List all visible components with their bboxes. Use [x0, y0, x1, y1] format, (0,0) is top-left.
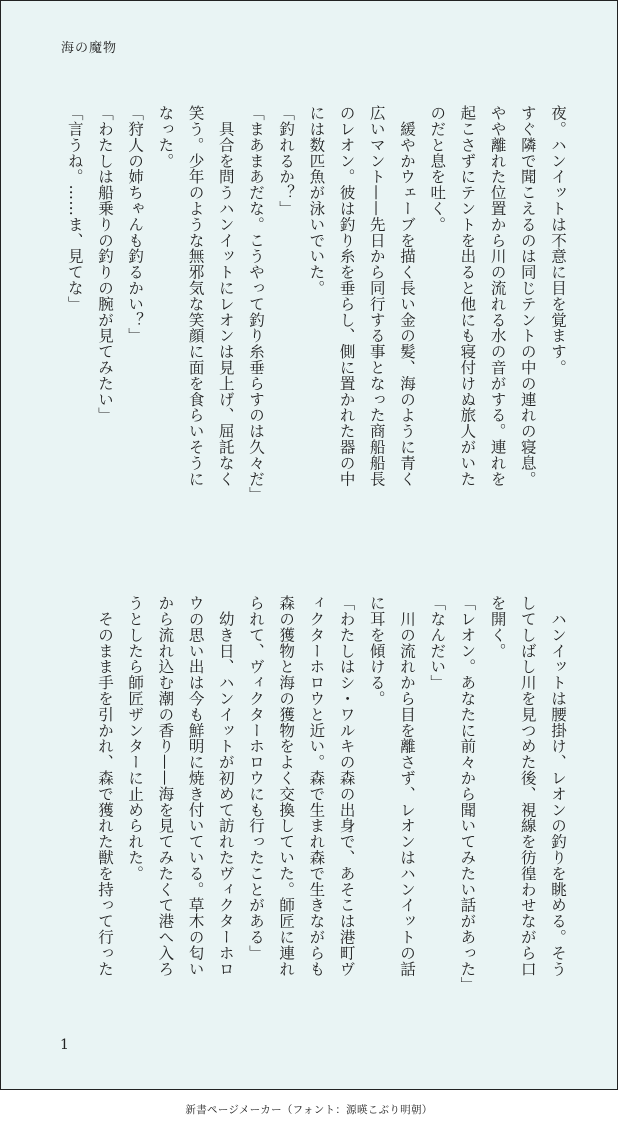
text-line: すぐ隣で聞こえるのは同じテントの中の連れの寝息。 — [518, 105, 537, 487]
text-line: のだと息を吐く。 — [428, 105, 447, 233]
text-line: のレオン。彼は釣り糸を垂らし、側に置かれた器の中 — [337, 105, 356, 487]
text-line: ウの思い出は今も鮮明に焼き付いている。草木の匂い — [186, 595, 205, 977]
text-line: 広いマント——先日から同行する事となった商船船長 — [367, 105, 386, 487]
text-line: 笑う。少年のような無邪気な笑顔に面を食らいそうに — [186, 105, 205, 487]
text-line: ハンイットは腰掛け、レオンの釣りを眺める。そう — [549, 595, 567, 977]
text-line: やや離れた位置から川の流れる水の音がする。連れを — [488, 105, 507, 487]
text-line: から流れ込む潮の香り——海を見てみたくて港へ入ろ — [156, 595, 175, 977]
text-line: 幼き日、ハンイットが初めて訪れたヴィクターホロ — [216, 595, 235, 977]
text-line: 森の獲物と海の獲物をよく交換していた。師匠に連れ — [277, 595, 296, 977]
text-line: 具合を問うハンイットにレオンは見上げ、屈託なく — [216, 105, 235, 487]
text-line: そのまま手を引かれ、森で獲れた獣を持って行った — [95, 595, 114, 977]
page-title: 海の魔物 — [61, 41, 118, 56]
text-line: られて、ヴィクターホロウにも行ったことがある」 — [246, 595, 265, 961]
text-line: 「狩人の姉ちゃんも釣るかい？」 — [126, 105, 145, 344]
text-line: 「言うね。……ま、見てな」 — [65, 105, 84, 312]
text-block-top — [60, 105, 573, 535]
text-line: 川の流れから目を離さず、レオンはハンイットの話 — [397, 595, 416, 977]
text-line: なった。 — [156, 105, 175, 169]
page-number: 1 — [60, 1037, 69, 1053]
text-line: 「わたしは船乗りの釣りの腕が見てみたい」 — [95, 105, 114, 423]
text-block-bottom — [90, 595, 573, 1025]
text-line: 「釣れるか？」 — [277, 105, 296, 217]
text-line: には数匹魚が泳いでいた。 — [307, 105, 326, 296]
text-line: 起こさずにテントを出ると他にも寝付けぬ旅人がいた — [458, 105, 477, 487]
text-line: 「なんだい」 — [428, 595, 447, 691]
text-line: 「レオン。あなたに前々から聞いてみたい話があった」 — [458, 595, 477, 993]
text-line: に耳を傾ける。 — [367, 595, 386, 707]
footer-caption: 新書ページメーカー（フォント：源暎こぶり明朝） — [185, 1104, 433, 1116]
text-line: ィクターホロウと近い。森で生まれ森で生きながらも — [307, 595, 326, 977]
text-line: 「わたしはシ・ワルキの森の出身で、あそこは港町ヴ — [337, 595, 356, 977]
text-line: を開く。 — [488, 595, 507, 659]
text-line: 夜。ハンイットは不意に目を覚ます。 — [549, 105, 567, 376]
text-line: してしばし川を見つめた後、視線を彷徨わせながら口 — [518, 595, 537, 977]
text-line: 緩やかウェーブを描く長い金の髪、海のように青く — [397, 105, 416, 487]
text-line: 「まあまあだな。こうやって釣り糸垂らすのは久々だ」 — [246, 105, 265, 503]
text-line: うとしたら師匠ザンターに止められた。 — [126, 595, 145, 882]
